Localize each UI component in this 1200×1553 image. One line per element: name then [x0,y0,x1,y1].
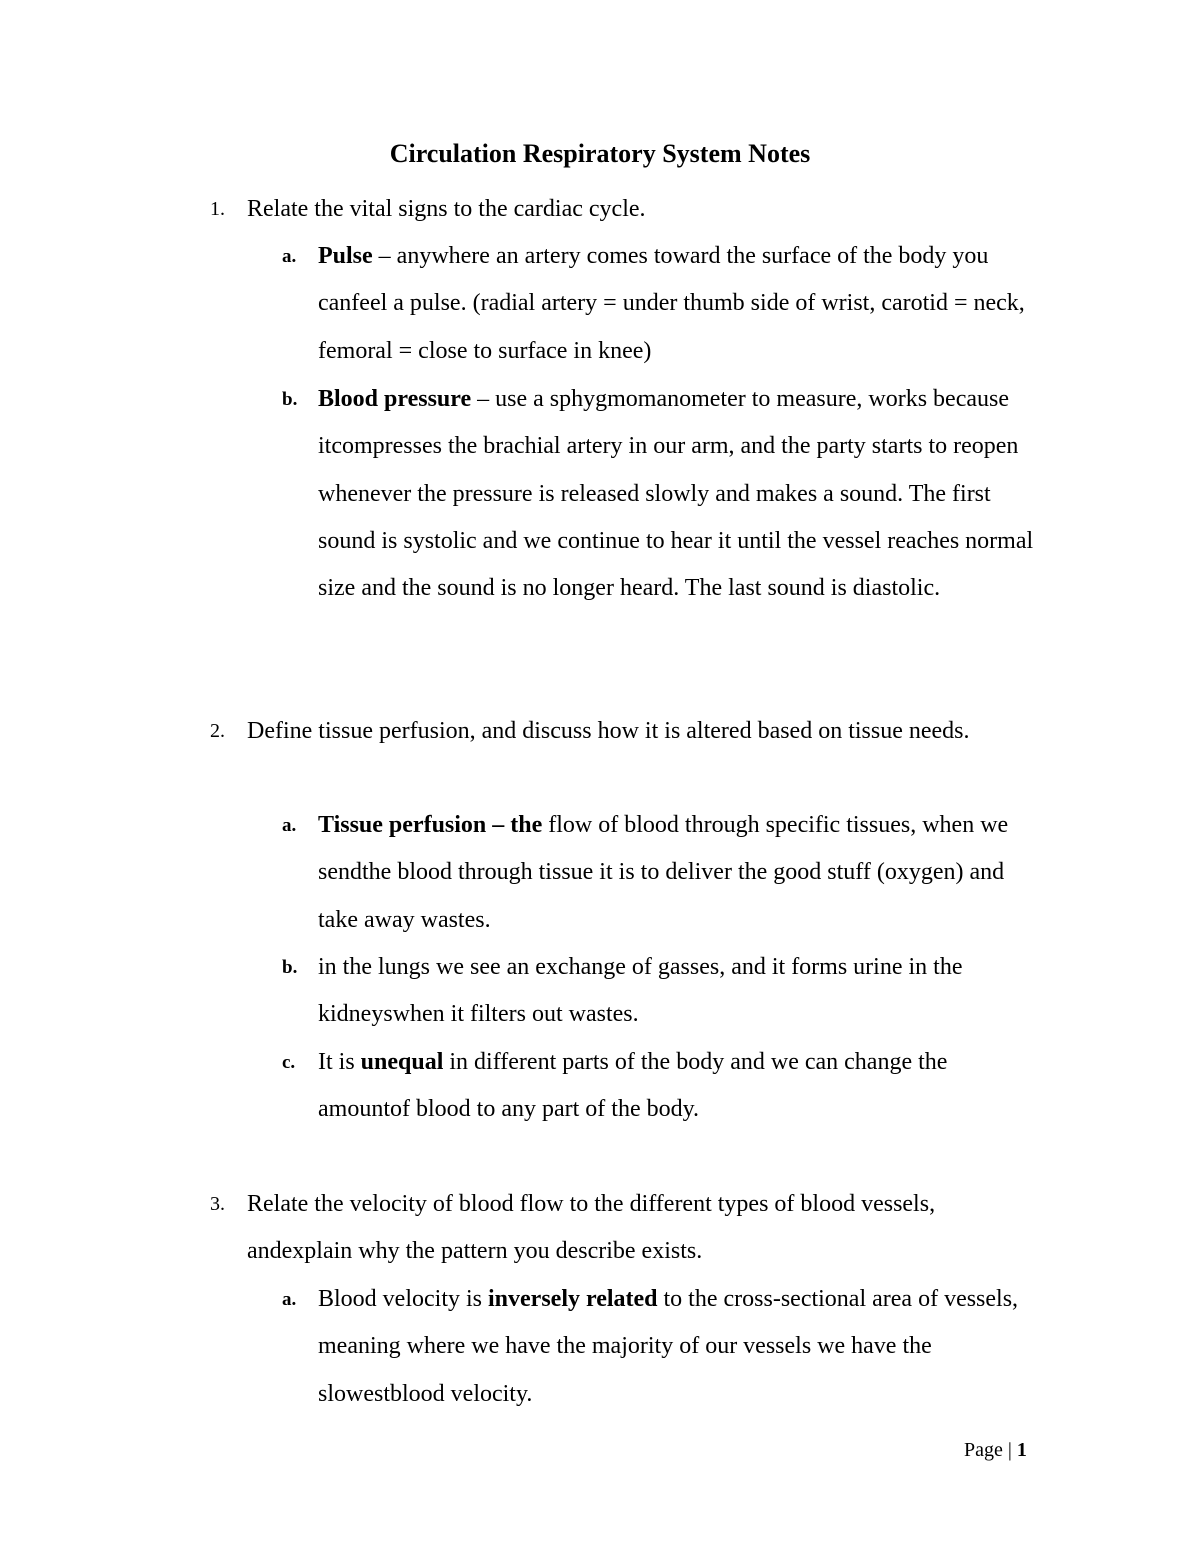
item-term: Tissue perfusion – the [318,812,543,838]
question-3 [210,1181,1027,1276]
question-1-item-b [282,376,1038,612]
item-letter: c. [282,1052,296,1073]
item-letter: b. [282,957,298,978]
question-2-item-a [282,802,1038,944]
item-letter: b. [282,389,298,410]
question-2-item-c [282,1039,1038,1134]
item-prefix: It is [318,1049,361,1075]
item-term: unequal [360,1049,444,1075]
item-text: in the lungs we see an exchange of gasses, and it forms urine in the kidneyswhen it filters out wastes. [318,954,963,1028]
question-1 [210,186,1027,233]
item-letter: a. [282,815,297,836]
question-2-item-b [282,944,1038,1039]
question-text: Define tissue perfusion, and discuss how it is altered based on tissue needs. [247,718,970,744]
item-text: – anywhere an artery comes toward the surface of the body you canfeel a pulse. (radial artery = under thumb side of wrist, carotid = neck, femoral = close to surface in knee) [318,243,1025,364]
question-3-item-a [282,1276,1038,1418]
item-text: flow of blood through specific tissues, when we sendthe blood through tissue it is to deliver the good stuff (oxygen) and take away wastes. [318,812,1009,933]
document-title: Circulation Respiratory System Notes [389,139,811,168]
page-footer [964,1436,1027,1464]
question-number: 2. [210,720,225,742]
item-term: inversely related [488,1286,658,1312]
item-letter: a. [282,1289,297,1310]
question-number: 1. [210,198,225,220]
footer-label: Page | [964,1439,1017,1461]
item-prefix: Blood velocity is [318,1286,488,1312]
page-number: 1 [1016,1439,1027,1461]
question-2 [210,708,1027,755]
question-1-item-a [282,233,1038,375]
item-term: Pulse [318,243,373,269]
question-text: Relate the velocity of blood flow to the different types of blood vessels, andexplain why the pattern you describe exists. [247,1191,936,1265]
item-term: Blood pressure [318,386,472,412]
item-letter: a. [282,246,297,267]
item-text: in different parts of the body and we can change the amountof blood to any part of the body. [318,1049,948,1123]
item-text: to the cross-sectional area of vessels, meaning where we have the majority of our vessels we have the slowestblood velocity. [318,1286,1019,1407]
item-text: – use a sphygmomanometer to measure, works because itcompresses the brachial artery in our arm, and the party starts to reopen whenever the pressure is released slowly and makes a sound. The first sound is systolic and we continue to hear it until the vessel reaches normal size and the sound is no longer heard. The last sound is diastolic. [318,386,1034,602]
question-number: 3. [210,1193,225,1215]
question-text: Relate the vital signs to the cardiac cycle. [247,196,646,222]
